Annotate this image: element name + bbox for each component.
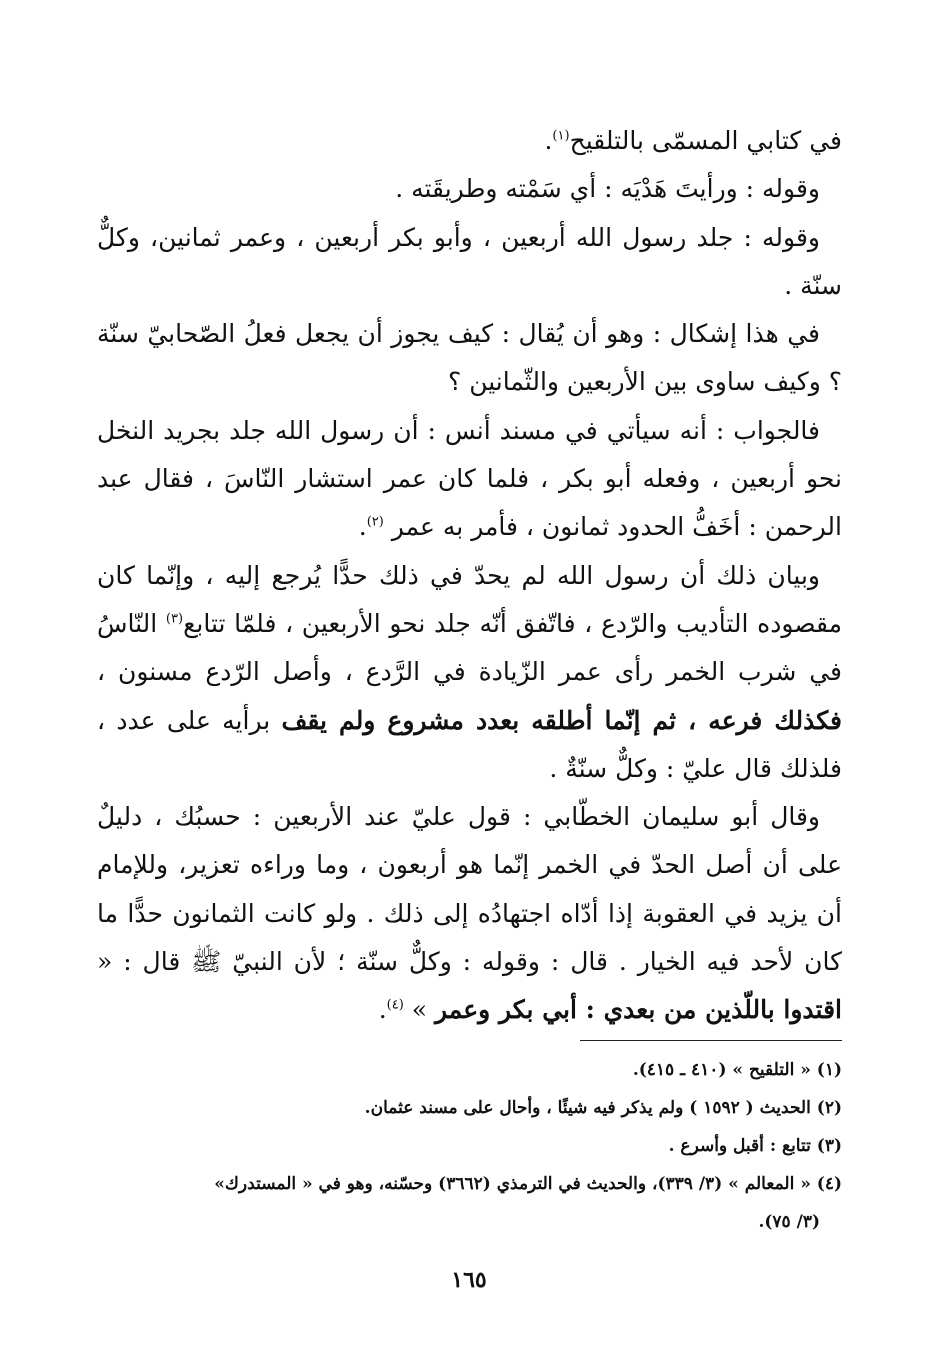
footnote: (١) « التلقيح » (٤١٠ ـ ٤١٥). [632, 1060, 842, 1080]
main-text [97, 117, 842, 1035]
footnote-marker: (٢) [366, 515, 384, 531]
paragraph: وقال أبو سليمان الخطّابي : قول عليّ عند الأربعين : حسبُك ، دليلٌ على أن أصل الحدّ في الخمر إنّما هو أربعون ، وما وراءه تعزير، وللإمام أن يزيد في العقوبة إذا أدّاه اجتهادُه إلى ذلك . ولو كانت الثمانون حدًّا ما كان لأحد فيه الخيار . قال : وقوله : وكلٌّ سنّة ؛ لأن النبيّ ﷺ قال : « اقتدوا باللّذين من بعدي : أبي بكر وعمر » $^{(٤)}$. [97, 802, 842, 1025]
paragraph: وبيان ذلك أن رسول الله لم يحدّ في ذلك حدًّا يُرجع إليه ، وإنّما كان مقصوده التأديب والرّدع ، فاتّفق أنّه جلد نحو الأربعين ، فلمّا تتابع$^{(٣)}$ النّاسُ في شرب الخمر رأى عمر الزّيادة في الرَّدع ، وأصل الرّدع مسنون ، فكذلك فرعه ، ثم إنّما أطلقه بعدد مشروع ولم يقف برأيه على عدد ، فلذلك قال عليّ : وكلٌّ سنّةٌ . [97, 560, 842, 783]
footnote: (٣) تتابع : أقبل وأسرع . [668, 1136, 842, 1156]
footnote-marker: (٣) [165, 611, 184, 627]
paragraph: وقوله : ورأيتَ هَدْيَه : أي سَمْته وطريقَته . [395, 174, 820, 204]
footnote: (٤) « المعالم » (٣/ ٣٣٩)، والحديث في الترمذي (٣٦٦٢) وحسّنه، وهو في « المستدرك» [214, 1174, 842, 1194]
footnote-divider [580, 1040, 842, 1041]
footnote: (٢) الحديث ( ١٥٩٢ ) ولم يذكر فيه شيئًا ، وأحال على مسند عثمان. [364, 1098, 842, 1118]
hadith-quote: اقتدوا باللّذين من بعدي : أبي بكر وعمر [435, 995, 842, 1025]
paragraph: في كتابي المسمّى بالتلقيح$^{(١)}$. [544, 126, 842, 155]
footnote-marker: (٤) [386, 998, 404, 1014]
paragraph: فالجواب : أنه سيأتي في مسند أنس : أن رسول الله جلد بجريد النخل نحو أربعين ، وفعله أبو بكر ، فلما كان عمر استشار النّاسَ ، فقال عبد الرحمن : أخَفُّ الحدود ثمانون ، فأمر به عمر $^{(٢)}$. [97, 415, 842, 542]
bold-phrase: فكذلك فرعه ، ثم إنّما أطلقه بعدد مشروع ولم يقف [281, 705, 842, 735]
footnote-continuation: (٣/ ٧٥). [758, 1212, 820, 1232]
page-number: ١٦٥ [451, 1267, 487, 1293]
paragraph: وقوله : جلد رسول الله أربعين ، وأبو بكر أربعين ، وعمر ثمانين، وكلٌّ سنّة . [97, 222, 842, 300]
footnote-marker: (١) [552, 128, 570, 144]
footnotes [97, 1051, 842, 1241]
paragraph: في هذا إشكال : وهو أن يُقال : كيف يجوز أن يجعل فعلُ الصّحابيّ سنّة ؟ وكيف ساوى بين الأربعين والثّمانين ؟ [97, 319, 842, 397]
